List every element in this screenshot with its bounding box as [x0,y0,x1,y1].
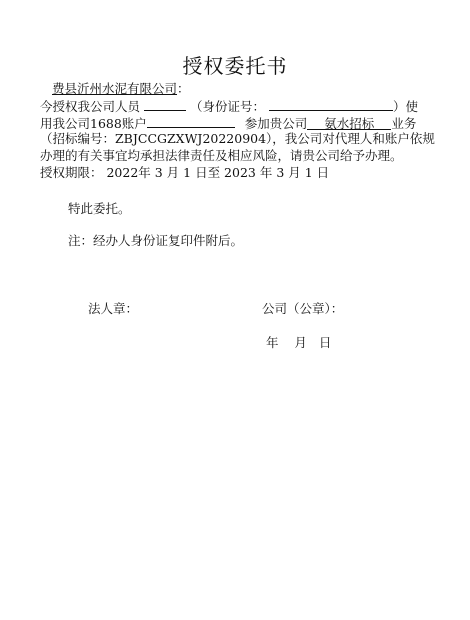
line2-text-a: 用我公司1688账户 [40,116,147,131]
line2-text-c: 业务 [391,116,417,131]
company-seal-label: 公司（公章）： [262,301,344,316]
agent-name-blank [144,96,186,111]
authorization-line-3: （招标编号：ZBJCCGZXWJ20220904），我公司对代理人和账户依规 [40,131,435,146]
project-name-text: 氨水招标 [324,116,375,131]
line1-text-a: 今授权我公司人员 [40,99,141,114]
legal-rep-seal-label: 法人章： [88,301,139,316]
document-title: 授权委托书 [182,54,288,78]
line2-text-b: 参加贵公司 [244,116,308,131]
line1-text-b: （身份证号： [189,99,265,114]
note-text: 注：经办人身份证复印件附后。 [68,233,244,248]
signature-date: 年 月 日 [266,335,332,350]
project-name [307,115,391,130]
closing-text: 特此委托。 [68,201,131,216]
authorization-period: 授权期限： 2022年 3 月 1 日至 2023 年 3 月 1 日 [40,165,330,180]
line1-text-c: ）使 [392,99,418,114]
addressee-suffix: ： [177,81,190,96]
addressee-company: 费县沂州水泥有限公司 [52,81,178,96]
addressee-line [40,80,190,97]
authorization-line-4: 办理的有关事宜均承担法律责任及相应风险，请贵公司给予办理。 [40,148,403,163]
account-blank [147,113,235,128]
id-number-blank [269,96,393,111]
